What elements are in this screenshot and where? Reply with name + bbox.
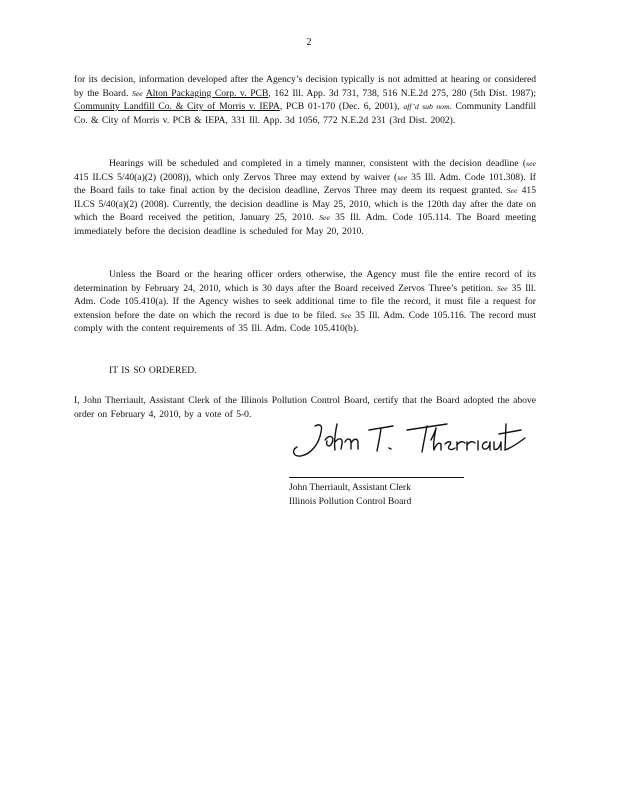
signal-see: See xyxy=(340,310,352,320)
case-citation: Alton Packaging Corp. v. PCB xyxy=(145,87,269,99)
signal-see: See xyxy=(319,213,330,223)
signal-affd: aff’d sub nom. xyxy=(403,102,452,112)
case-citation: Community Landfill Co. & City of Morris v. IEPA xyxy=(74,101,280,113)
clerk-certification: I, John Therriault, Assistant Clerk of the Illinois Pollution Control Board, certify that the Board adopted the above order on February 4, 2010, by a vote of 5-0. xyxy=(74,395,536,420)
signer-organization: Illinois Pollution Control Board xyxy=(289,495,412,507)
signal-see: See xyxy=(506,186,518,196)
text: 35 Ill. Adm. Code 105.410(a). If the Agency wishes to seek additional time to file the record, it must file a request for extension before the date on which the record is due to be filed. xyxy=(74,282,536,321)
order-statement: IT IS SO ORDERED. xyxy=(109,365,197,376)
text: 35 Ill. Adm. Code 105.116. The record must comply with the content requirements of 35 Ill. Adm. Code 105.410(b). xyxy=(74,309,537,335)
signature-line xyxy=(289,477,464,478)
text: 35 Ill. Adm. Code 101.308). If the Board fails to take final action by the decision deadline, Zervos Three may deem its request granted. xyxy=(74,171,536,197)
page-number: 2 xyxy=(306,37,312,48)
text: Unless the Board or the hearing officer orders otherwise, the Agency must file the entire record of its determination by February 24, 2010, which is 30 days after the Board received Zervos Three’s petition. xyxy=(74,269,536,294)
text: , PCB 01-170 (Dec. 6, 2001), xyxy=(279,101,404,113)
text: , 162 Ill. App. 3d 731, 738, 516 N.E.2d 275, 280 (5th Dist. 1987); xyxy=(268,87,537,99)
text: Community Landfill Co. & City of Morris v. PCB & IEPA, 331 Ill. App. 3d 1056, 772 N.E.2d 231 (3rd Dist. 2002). xyxy=(74,101,536,126)
text: for its decision, information developed after the Agency’s decision typically is not admitted at hearing or considered by the Board. xyxy=(74,74,536,99)
text: Hearings will be scheduled and completed in a timely manner, consistent with the decision deadline ( xyxy=(109,158,527,169)
signal-see: see xyxy=(397,172,408,182)
signal-see: see xyxy=(526,159,536,168)
signature-image xyxy=(285,418,535,462)
signer-block xyxy=(289,481,509,508)
signature-text: John T. Therriault xyxy=(285,418,293,419)
paragraph-record-filing xyxy=(74,268,536,336)
paragraph-hearings xyxy=(74,157,536,239)
signal-see: See xyxy=(496,283,508,293)
text: 415 ILCS 5/40(a)(2) (2008)), which only Zervos Three may extend by waiver ( xyxy=(74,171,398,183)
text: 415 ILCS 5/40(a)(2) (2008). Currently, the decision deadline is May 25, 2010, which is the 120th day after the date on which the Board received the petition, January 25, 2010. xyxy=(74,185,537,224)
signal-see: See xyxy=(131,88,143,98)
text: 35 Ill. Adm. Code 105.114. The Board meeting immediately before the decision deadline is scheduled for May 20, 2010. xyxy=(74,212,536,237)
paragraph-agency-record xyxy=(74,73,536,127)
signer-name: John Therriault, Assistant Clerk xyxy=(289,482,411,493)
